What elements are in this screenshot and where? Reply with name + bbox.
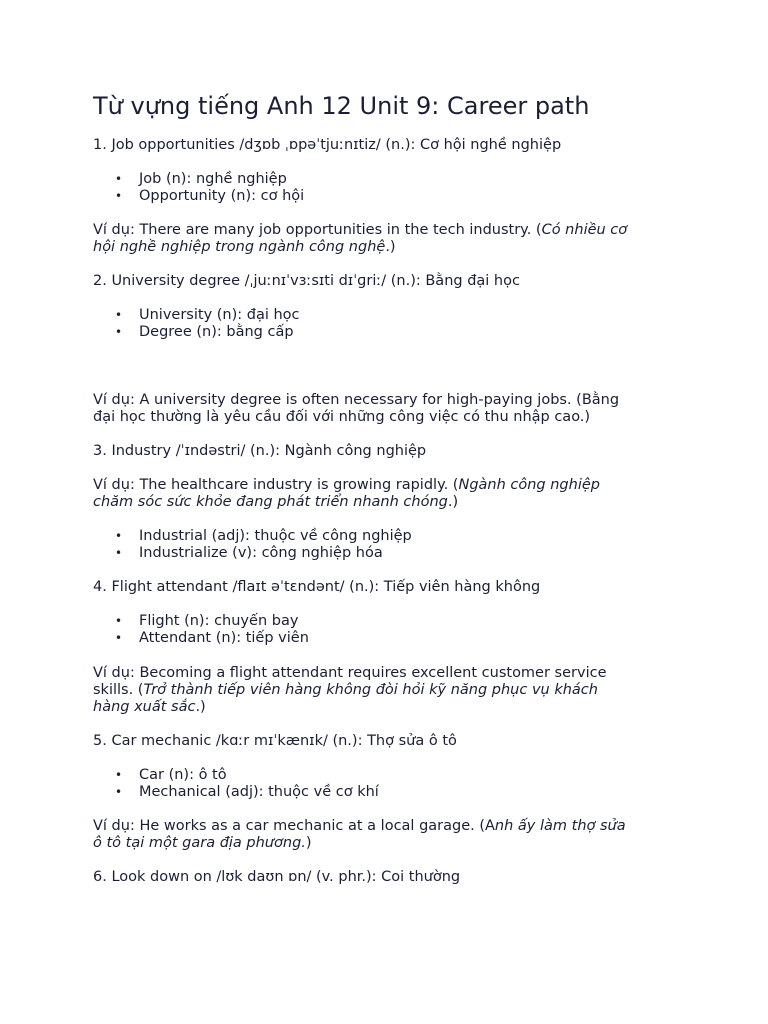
entry-heading-flight-attendant: 4. Flight attendant /flaɪt əˈtɛndənt/ (n.): Tiếp viên hàng không	[93, 579, 541, 595]
example-sentence-4b: skills. (Trở thành tiếp viên hàng không đòi hỏi kỹ năng phục vụ khách	[93, 682, 598, 698]
example-sentence-4c: hàng xuất sắc.)	[93, 699, 206, 715]
entry-heading-car-mechanic: 5. Car mechanic /kɑːr mɪˈkænɪk/ (n.): Thợ sửa ô tô	[93, 733, 457, 749]
bullet-opportunity: • Opportunity (n): cơ hội	[139, 188, 304, 205]
example-sentence-1a: Ví dụ: There are many job opportunities in the tech industry. (Có nhiều cơ	[93, 222, 628, 238]
bullet-car: • Car (n): ô tô	[139, 767, 227, 784]
bullet-industrialize: • Industrialize (v): công nghiệp hóa	[139, 545, 383, 562]
example-sentence-5b: ô tô tại một gara địa phương.)	[93, 835, 312, 851]
bullet-industrial: • Industrial (adj): thuộc về công nghiệp	[139, 528, 412, 545]
page-title: Từ vựng tiếng Anh 12 Unit 9: Career path	[93, 92, 590, 120]
example-sentence-4a: Ví dụ: Becoming a flight attendant requires excellent customer service	[93, 665, 607, 681]
example-sentence-1b: hội nghề nghiệp trong ngành công nghệ.)	[93, 239, 396, 255]
example-sentence-3b: chăm sóc sức khỏe đang phát triển nhanh chóng.)	[93, 494, 459, 510]
entry-heading-job-opportunities: 1. Job opportunities /dʒɒb ˌɒpəˈtjuːnɪtiz/ (n.): Cơ hội nghề nghiệp	[93, 137, 562, 153]
entry-heading-university-degree: 2. University degree /ˌjuːnɪˈvɜːsɪti dɪˈɡriː/ (n.): Bằng đại học	[93, 273, 520, 289]
bullet-university: • University (n): đại học	[139, 307, 300, 324]
bullet-attendant: • Attendant (n): tiếp viên	[139, 630, 309, 647]
entry-heading-industry: 3. Industry /ˈɪndəstri/ (n.): Ngành công nghiệp	[93, 443, 427, 459]
example-sentence-2b: đại học thường là yêu cầu đối với những công việc có thu nhập cao.)	[93, 409, 591, 425]
bullet-job: • Job (n): nghề nghiệp	[139, 171, 287, 188]
example-sentence-3a: Ví dụ: The healthcare industry is growing rapidly. (Ngành công nghiệp	[93, 477, 600, 493]
bullet-flight: • Flight (n): chuyến bay	[139, 613, 298, 630]
example-sentence-5a: Ví dụ: He works as a car mechanic at a local garage. (Anh ấy làm thợ sửa	[93, 818, 626, 834]
bullet-mechanical: • Mechanical (adj): thuộc về cơ khí	[139, 784, 379, 801]
bullet-degree: • Degree (n): bằng cấp	[139, 324, 294, 341]
example-sentence-2a: Ví dụ: A university degree is often necessary for high-paying jobs. (Bằng	[93, 392, 620, 408]
entry-heading-look-down-on: 6. Look down on /lʊk daʊn ɒn/ (v. phr.): Coi thường	[93, 869, 461, 885]
